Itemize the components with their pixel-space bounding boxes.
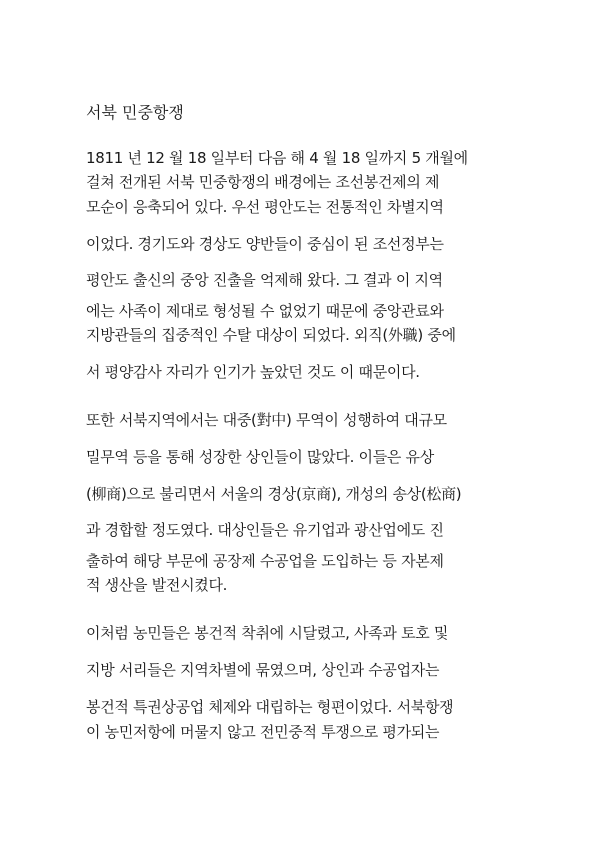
text-line: 평안도 출신의 중앙 진출을 억제해 왔다. 그 결과 이 지역 xyxy=(86,271,443,289)
text-line: (柳商)으로 불리면서 서울의 경상(京商), 개성의 송상(松商) xyxy=(86,485,462,503)
text-line: 지방 서리들은 지역차별에 묶였으며, 상인과 수공업자는 xyxy=(86,661,440,679)
text-line: 걸쳐 전개된 서북 민중항쟁의 배경에는 조선봉건제의 제 xyxy=(86,173,440,191)
text-line: 1811 년 12 월 18 일부터 다음 해 4 월 18 일까지 5 개월에 xyxy=(86,149,468,167)
text-line: 출하여 해당 부문에 공장제 수공업을 도입하는 등 자본제 xyxy=(86,552,444,570)
document-title: 서북 민중항쟁 xyxy=(86,103,184,122)
text-line: 밀무역 등을 통해 성장한 상인들이 많았다. 이들은 유상 xyxy=(86,448,434,466)
text-line: 봉건적 특권상공업 체제와 대립하는 형편이었다. 서북항쟁 xyxy=(86,698,454,716)
text-line: 이 농민저항에 머물지 않고 전민중적 투쟁으로 평가되는 xyxy=(86,723,440,741)
text-line: 이처럼 농민들은 봉건적 착취에 시달렸고, 사족과 토호 및 xyxy=(86,624,449,642)
text-line: 에는 사족이 제대로 형성될 수 없었기 때문에 중앙관료와 xyxy=(86,302,444,320)
text-line: 적 생산을 발전시켰다. xyxy=(86,576,228,594)
text-line: 지방관들의 집중적인 수탈 대상이 되었다. 외직(外職) 중에 xyxy=(86,326,456,344)
text-line: 이었다. 경기도와 경상도 양반들이 중심이 된 조선정부는 xyxy=(86,235,444,253)
text-line: 모순이 응축되어 있다. 우선 평안도는 전통적인 차별지역 xyxy=(86,198,444,216)
text-line: 또한 서북지역에서는 대중(對中) 무역이 성행하여 대규모 xyxy=(86,411,447,429)
text-line: 서 평양감사 자리가 인기가 높았던 것도 이 때문이다. xyxy=(86,363,420,381)
text-line: 과 경합할 정도였다. 대상인들은 유기업과 광산업에도 진 xyxy=(86,521,444,539)
